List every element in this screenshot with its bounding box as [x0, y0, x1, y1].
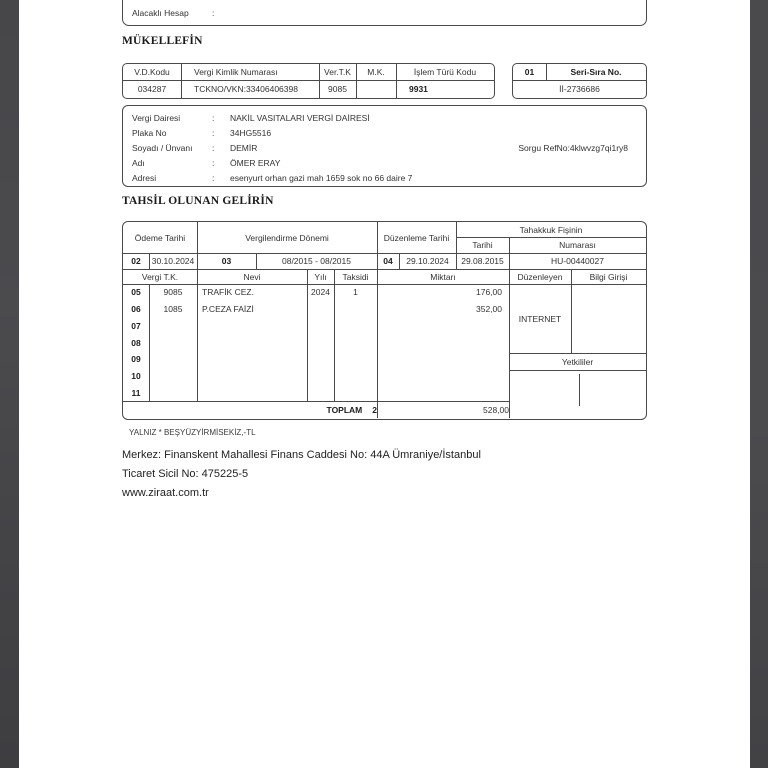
- seri-sira-box: [512, 63, 647, 99]
- duzenleyen-header: Düzenleyen: [517, 271, 563, 282]
- detail-row: [123, 112, 646, 124]
- row-yili: [307, 368, 334, 385]
- row-no: 10: [131, 370, 141, 381]
- row-nevi: TRAFİK CEZ.: [202, 287, 254, 298]
- tahakkuk-numarasi-value: HU-00440027: [551, 256, 604, 266]
- mk-value: [356, 80, 396, 98]
- collection-rows: [123, 284, 509, 401]
- table-row: [123, 284, 509, 301]
- odeme-tarihi-header: Ödeme Tarihi: [134, 232, 186, 243]
- separator: :: [212, 158, 215, 168]
- taksidi-header: Taksidi: [342, 271, 369, 282]
- row-yili: [307, 317, 334, 334]
- row-yili: [307, 351, 334, 368]
- row-miktari: 176,00: [476, 287, 502, 298]
- miktari-header: Miktarı: [430, 271, 456, 282]
- vergi-tk-header: Vergi T.K.: [141, 271, 179, 282]
- table-row: [123, 368, 509, 385]
- separator: :: [212, 128, 215, 138]
- separator: :: [212, 113, 215, 123]
- islem-turu-header: İşlem Türü Kodu: [413, 67, 477, 77]
- collection-table: [122, 221, 647, 420]
- account-partial-row: [123, 0, 646, 1]
- donem-code: 03: [221, 256, 232, 266]
- mukellefin-id-table: [122, 63, 495, 99]
- row-vergi-tk: 9085: [163, 287, 183, 298]
- adresi-label: Adresi: [132, 173, 157, 183]
- toplam-cell: [123, 401, 388, 418]
- background-frame-left: [0, 0, 19, 768]
- duzenleyen-value: INTERNET: [518, 313, 562, 324]
- vergi-kimlik-header: Vergi Kimlik Numarası: [194, 67, 278, 77]
- grid-line: [509, 370, 646, 371]
- detail-row: [123, 157, 646, 169]
- adi-label: Adı: [132, 158, 145, 168]
- alacakli-hesap-label: Alacaklı Hesap: [132, 8, 189, 18]
- plaka-no-label: Plaka No: [132, 128, 167, 138]
- row-miktari: [377, 368, 509, 385]
- row-taksidi: [334, 317, 377, 334]
- tahakkuk-numarasi-header: Numarası: [559, 240, 596, 250]
- nevi-header: Nevi: [243, 271, 261, 282]
- footer-address: Merkez: Finanskent Mahallesi Finans Caddesi No: 44A Ümraniye/İstanbul: [122, 449, 481, 461]
- adi-value: ÖMER ERAY: [230, 158, 281, 168]
- donem-value: 08/2015 - 08/2015: [281, 256, 351, 266]
- vergilendirme-donemi-header: Vergilendirme Dönemi: [245, 232, 329, 243]
- toplam-amount: 528,00: [483, 404, 509, 415]
- row-nevi: [197, 384, 307, 401]
- adresi-value: esenyurt orhan gazi mah 1659 sok no 66 daire 7: [230, 173, 413, 183]
- row-taksidi: [334, 368, 377, 385]
- bilgi-girisi-header: Bilgi Girişi: [589, 271, 628, 282]
- alacakli-hesap-separator: :: [212, 8, 215, 18]
- row-yili: 2024: [311, 287, 330, 298]
- row-taksidi: [334, 384, 377, 401]
- table-row: [123, 334, 509, 351]
- footer-website: www.ziraat.com.tr: [122, 487, 209, 499]
- sorgu-refno: Sorgu RefNo:4klwvzg7qi1ry8: [518, 143, 628, 153]
- table-row: [123, 384, 509, 401]
- separator: :: [212, 173, 215, 183]
- row-no: 11: [131, 387, 141, 398]
- mukellefin-heading: MÜKELLEFİN: [122, 35, 203, 47]
- table-row: [123, 317, 509, 334]
- vergi-dairesi-label: Vergi Dairesi: [132, 113, 181, 123]
- background-frame-right: [750, 0, 768, 768]
- ver-tk-header: Ver.T.K: [324, 67, 351, 77]
- separator: :: [212, 143, 215, 153]
- soyadi-unvani-value: DEMİR: [230, 143, 258, 153]
- row-miktari: [377, 384, 509, 401]
- islem-turu-value: 9931: [409, 84, 428, 94]
- row-miktari: [377, 317, 509, 334]
- row-nevi: P.CEZA FAİZİ: [202, 304, 254, 315]
- tahsil-heading: TAHSİL OLUNAN GELİRİN: [122, 195, 274, 207]
- ver-tk-value: 9085: [328, 84, 347, 94]
- toplam-label: TOPLAM: [326, 404, 363, 415]
- yetkililer-label: Yetkililer: [561, 356, 594, 367]
- row-vergi-tk: [149, 317, 197, 334]
- row-no: 05: [131, 287, 141, 298]
- signature-divider: [579, 374, 580, 406]
- row-taksidi: [334, 351, 377, 368]
- row-yili: [307, 384, 334, 401]
- row-yili: [307, 301, 334, 318]
- row-no: 08: [131, 337, 141, 348]
- table-row: [123, 301, 509, 318]
- vd-kodu-header: V.D.Kodu: [134, 67, 170, 77]
- seri-sira-value: İİ-2736686: [559, 84, 600, 94]
- soyadi-unvani-label: Soyadı / Ünvanı: [132, 143, 193, 153]
- row-no: 06: [131, 304, 141, 315]
- detail-row: [123, 172, 646, 184]
- row-vergi-tk: 1085: [163, 304, 183, 315]
- row-taksidi: [334, 301, 377, 318]
- plaka-no-value: 34HG5516: [230, 128, 272, 138]
- footer-trade-registry: Ticaret Sicil No: 475225-5: [122, 468, 249, 480]
- odeme-code: 02: [131, 256, 141, 266]
- account-alacakli-row: [123, 7, 646, 19]
- row-nevi: [197, 334, 307, 351]
- row-yili: [307, 334, 334, 351]
- row-nevi: [197, 368, 307, 385]
- row-miktari: [377, 334, 509, 351]
- tahakkuk-tarihi-header: Tarihi: [472, 240, 493, 250]
- account-box: [122, 0, 647, 26]
- seri-code: 01: [524, 67, 535, 77]
- mk-header: M.K.: [367, 67, 385, 77]
- duzenleme-code: 04: [383, 256, 393, 266]
- duzenleme-tarihi-header: Düzenleme Tarihi: [383, 232, 450, 243]
- row-vergi-tk: [149, 334, 197, 351]
- row-no: 09: [131, 354, 141, 365]
- row-vergi-tk: [149, 384, 197, 401]
- table-row: [123, 351, 509, 368]
- seri-sira-header: Seri-Sıra No.: [570, 67, 622, 77]
- odeme-tarihi-value: 30.10.2024: [151, 256, 195, 266]
- row-taksidi: 1: [353, 287, 358, 298]
- toplam-count: 2: [372, 404, 377, 415]
- tahakkuk-tarihi-value: 29.08.2015: [461, 256, 504, 266]
- row-nevi: [197, 317, 307, 334]
- row-miktari: 352,00: [476, 304, 502, 315]
- vergi-kimlik-value: TCKNO/VKN:33406406398: [194, 84, 298, 94]
- duzenleme-tarihi-value: 29.10.2024: [406, 256, 449, 266]
- detail-row: [123, 127, 646, 139]
- vd-kodu-value: 034287: [137, 84, 167, 94]
- row-taksidi: [334, 334, 377, 351]
- row-nevi: [197, 351, 307, 368]
- row-no: 07: [131, 320, 141, 331]
- taxpayer-details-box: [122, 105, 647, 187]
- vergi-dairesi-value: NAKİL VASITALARI VERGİ DAİRESİ: [230, 113, 370, 123]
- row-miktari: [377, 351, 509, 368]
- amount-in-words: YALNIZ * BEŞYÜZYİRMİSEKİZ,-TL: [129, 428, 256, 437]
- tahakkuk-fisinin-header: Tahakkuk Fişinin: [519, 224, 583, 235]
- yili-header: Yılı: [314, 271, 327, 282]
- row-vergi-tk: [149, 351, 197, 368]
- row-vergi-tk: [149, 368, 197, 385]
